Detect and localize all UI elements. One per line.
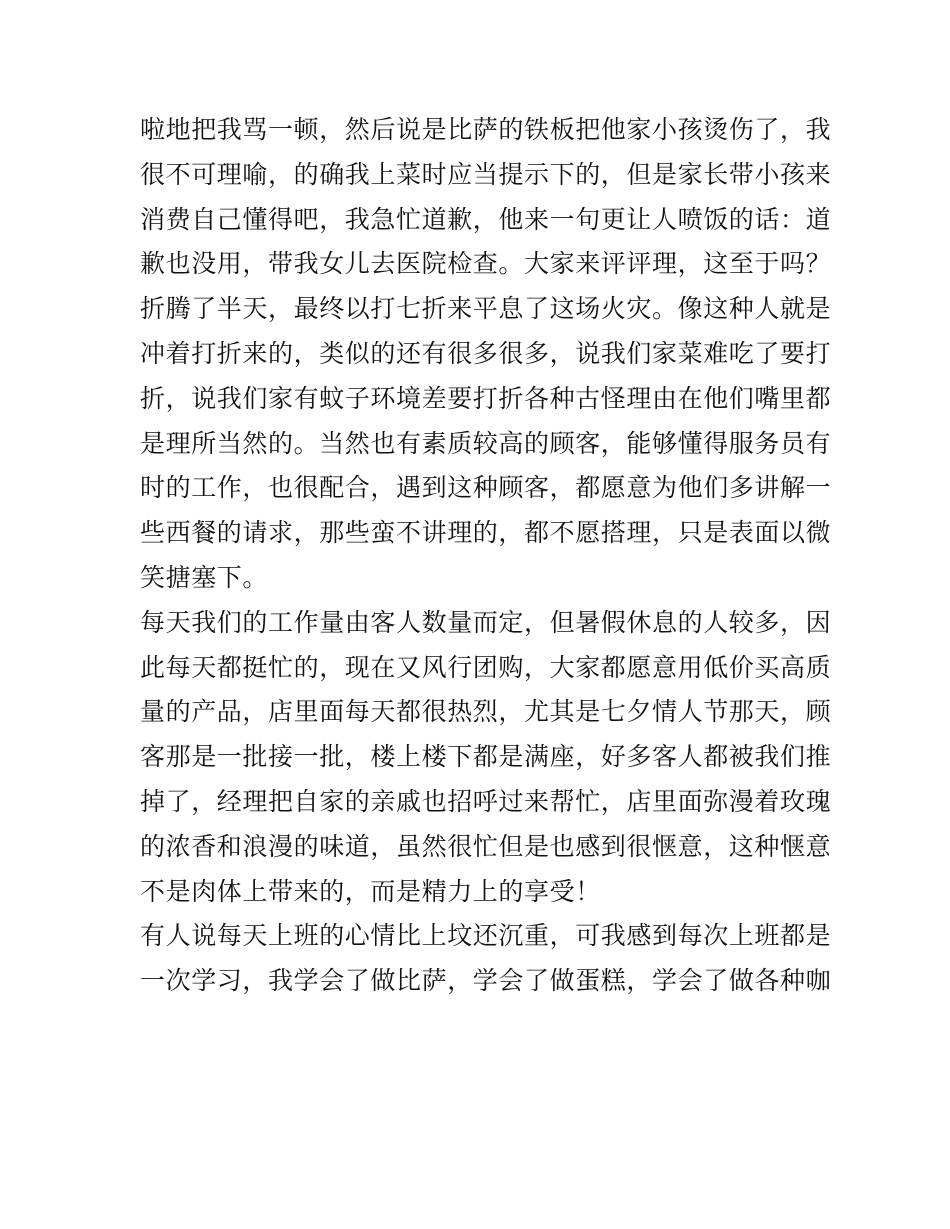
text-line: 很不可理喻，的确我上菜时应当提示下的，但是家长带小孩来 (140, 159, 832, 189)
text-line: 掉了，经理把自家的亲戚也招呼过来帮忙，店里面弥漫着玫瑰 (140, 786, 832, 816)
text-line: 歉也没用，带我女儿去医院检查。大家来评评理，这至于吗？ (140, 249, 832, 279)
text-line: 折腾了半天，最终以打七折来平息了这场火灾。像这种人就是 (140, 294, 832, 324)
text-line: 些西餐的请求，那些蛮不讲理的，都不愿搭理，只是表面以微 (140, 518, 832, 548)
text-line: 一次学习，我学会了做比萨，学会了做蛋糕，学会了做各种咖 (140, 966, 832, 996)
text-line: 客那是一批接一批，楼上楼下都是满座，好多客人都被我们推 (140, 742, 832, 772)
text-line: 消费自己懂得吧，我急忙道歉，他来一句更让人喷饭的话：道 (140, 204, 832, 234)
text-line: 是理所当然的。当然也有素质较高的顾客，能够懂得服务员有 (140, 428, 832, 458)
text-line: 折，说我们家有蚊子环境差要打折各种古怪理由在他们嘴里都 (140, 383, 832, 413)
text-line: 啦地把我骂一顿，然后说是比萨的铁板把他家小孩烫伤了，我 (140, 115, 832, 144)
body-text (140, 108, 832, 1004)
text-line: 每天我们的工作量由客人数量而定，但暑假休息的人较多，因 (140, 607, 832, 637)
text-line: 的浓香和浪漫的味道，虽然很忙但是也感到很惬意，这种惬意 (140, 831, 832, 861)
text-line: 不是肉体上带来的，而是精力上的享受！ (140, 876, 601, 906)
text-line: 笑搪塞下。 (140, 562, 269, 592)
text-line: 此每天都挺忙的，现在又风行团购，大家都愿意用低价买高质 (140, 652, 832, 682)
text-line: 有人说每天上班的心情比上坟还沉重，可我感到每次上班都是 (140, 921, 832, 951)
text-line: 时的工作，也很配合，遇到这种顾客，都愿意为他们多讲解一 (140, 473, 832, 503)
text-line: 冲着打折来的，类似的还有很多很多，说我们家菜难吃了要打 (140, 338, 832, 368)
text-line: 量的产品，店里面每天都很热烈，尤其是七夕情人节那天，顾 (140, 697, 832, 727)
